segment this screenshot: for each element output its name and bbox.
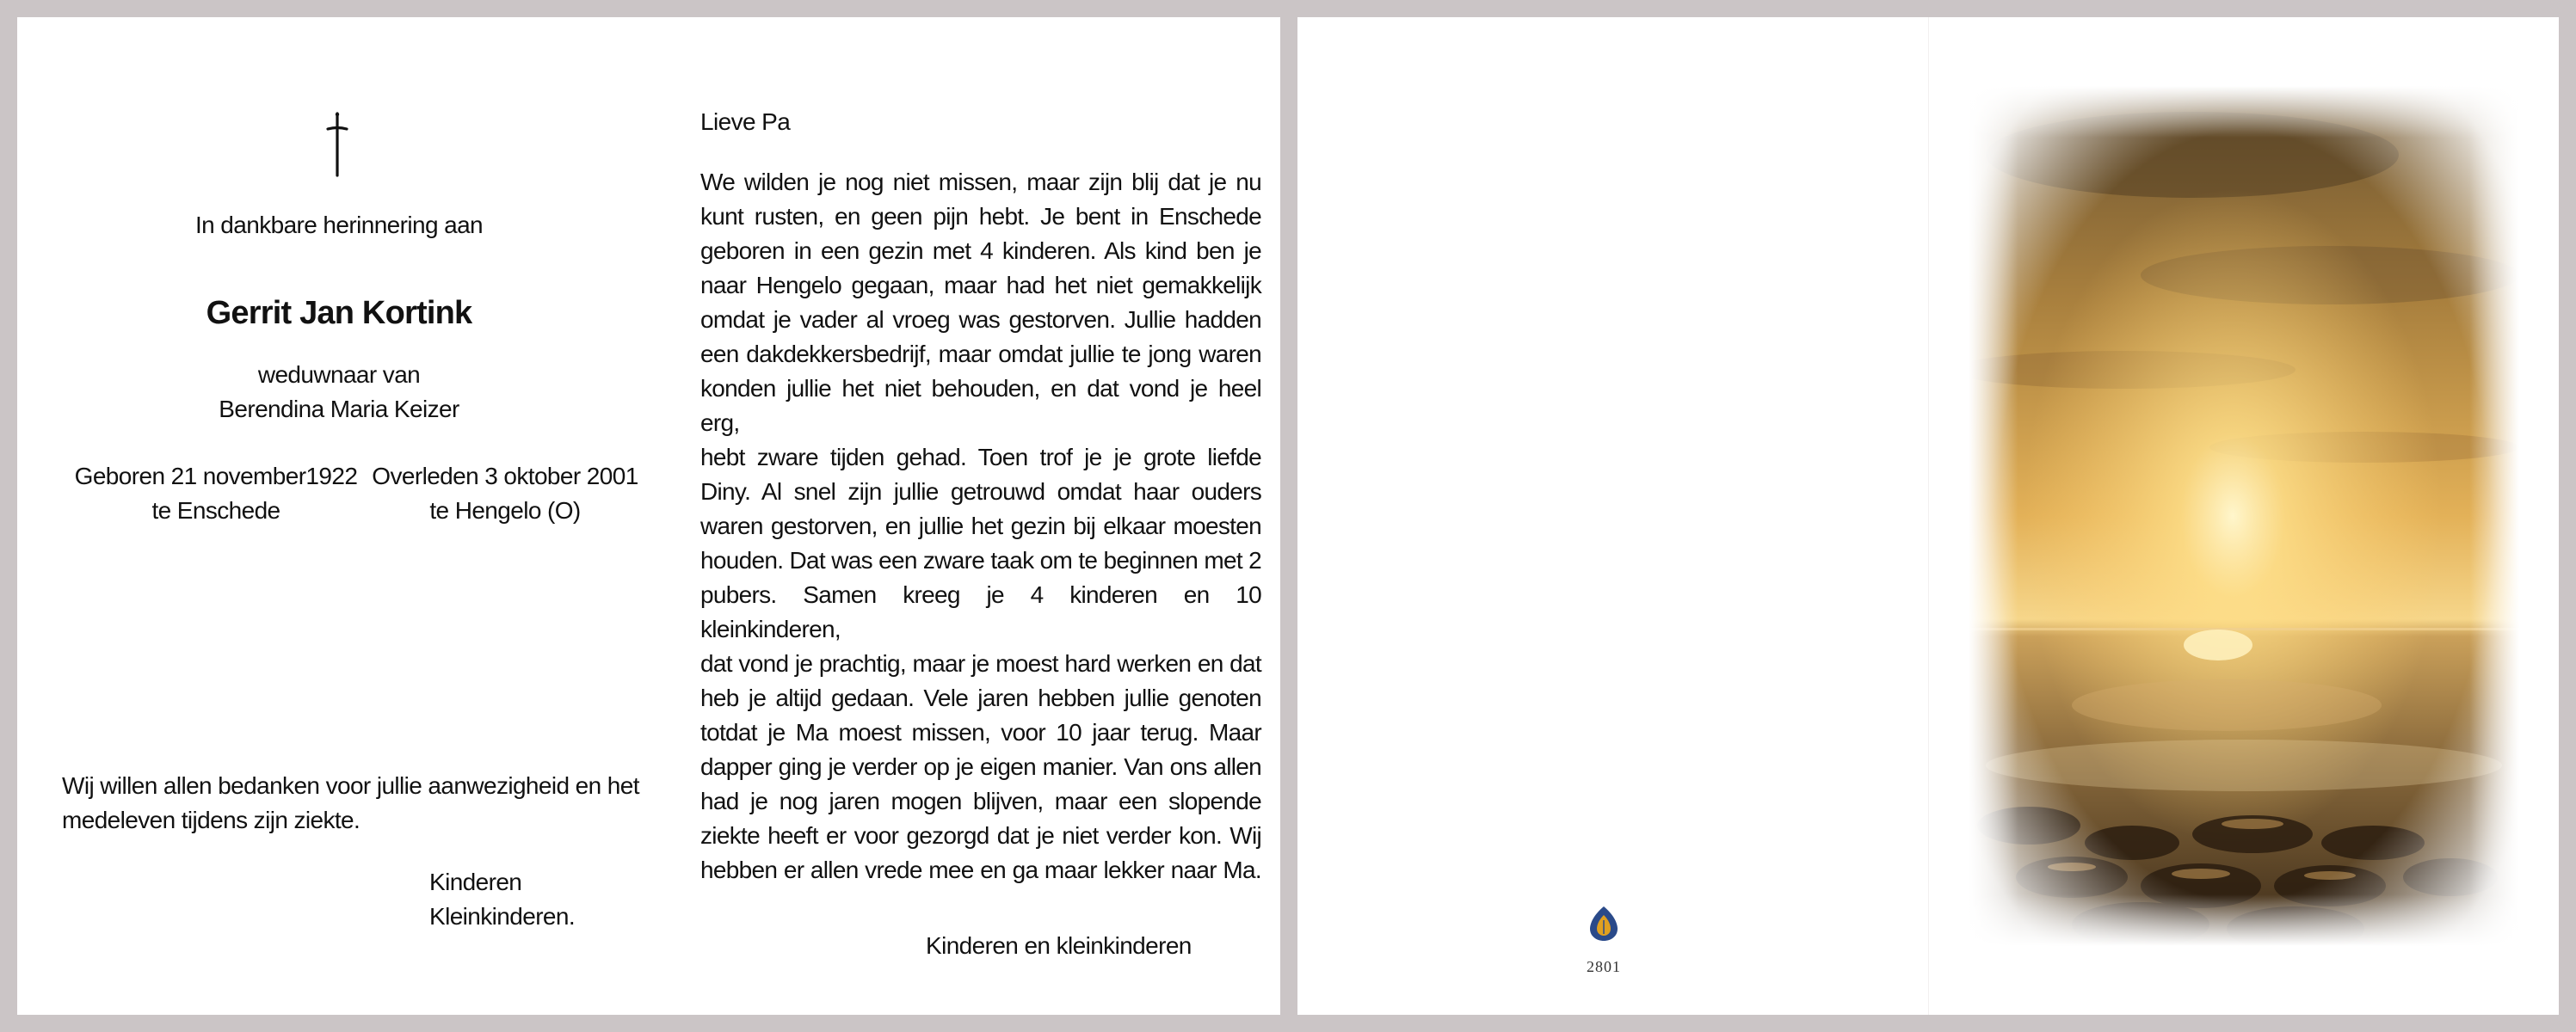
death-place: te Hengelo (O) [429, 497, 581, 524]
letter-line: een dakdekkersbedrijf, maar omdat jullie te jong waren [700, 341, 1261, 367]
letter-body [700, 165, 1261, 888]
letter-line: We wilden je nog niet missen, maar zijn blij dat je nu [700, 169, 1261, 195]
letter-line: had je nog jaren mogen blijven, maar een slopende [700, 788, 1261, 814]
publisher-logo-icon [1587, 905, 1621, 943]
thanks-message [62, 769, 656, 838]
right-card [1297, 17, 2559, 1015]
thanks-line-2: medeleven tijdens zijn ziekte. [62, 807, 361, 833]
letter-line: kunt rusten, en geen pijn hebt. Je bent in Enschede [700, 203, 1261, 230]
letter-line: totdat je Ma moest missen, voor 10 jaar terug. Maar [700, 719, 1261, 746]
signature-line-1: Kinderen [429, 869, 522, 895]
death-date: Overleden 3 oktober 2001 [372, 463, 638, 489]
letter-line: geboren in een gezin met 4 kinderen. Als kind ben je [700, 237, 1261, 264]
letter-line: heb je altijd gedaan. Vele jaren hebben jullie genoten [700, 685, 1261, 711]
birth-info [59, 459, 373, 528]
left-card [17, 17, 1280, 1015]
birth-date: Geboren 21 november1922 [74, 463, 358, 489]
thanks-signature [429, 865, 575, 934]
letter-line: waren gestorven, en jullie het gezin bij elkaar moesten [700, 513, 1261, 539]
letter-salutation: Lieve Pa [700, 108, 791, 135]
signature-line-2: Kleinkinderen. [429, 903, 576, 930]
letter-line: naar Hengelo gegaan, maar had het niet gemakkelijk [700, 272, 1261, 298]
letter-line: hebben er allen vrede mee en ga maar lekker naar Ma. [700, 857, 1261, 883]
sunset-photo [1969, 86, 2519, 946]
letter-line: pubers. Samen kreeg je 4 kinderen en 10 kleinkinderen, [700, 581, 1261, 642]
thanks-line-1: Wij willen allen bedanken voor jullie aanwezigheid en het [62, 772, 639, 799]
letter-line: konden jullie het niet behouden, en dat vond je heel erg, [700, 375, 1261, 436]
birth-place: te Enschede [151, 497, 280, 524]
fold-line [1928, 17, 1929, 1015]
publisher-code: 2801 [1587, 958, 1621, 975]
cross-icon [320, 110, 354, 179]
letter-line: omdat je vader al vroeg was gestorven. Jullie hadden [700, 306, 1261, 333]
letter-signature: Kinderen en kleinkinderen [926, 932, 1192, 959]
letter-line: houden. Dat was een zware taak om te beginnen met 2 [700, 547, 1261, 574]
death-info [348, 459, 662, 528]
letter-line: hebt zware tijden gehad. Toen trof je je grote liefde [700, 444, 1261, 470]
letter-line: ziekte heeft er voor gezorgd dat je niet verder kon. Wij [700, 822, 1261, 849]
letter-line: dapper ging je verder op je eigen manier. Van ons allen [700, 753, 1261, 780]
spouse-name: Berendina Maria Keizer [219, 396, 459, 422]
letter-line: dat vond je prachtig, maar je moest hard werken en dat [700, 650, 1261, 677]
widower-of-label: weduwnaar van [257, 361, 421, 388]
deceased-name: Gerrit Jan Kortink [206, 295, 472, 331]
letter-line: Diny. Al snel zijn jullie getrouwd omdat haar ouders [700, 478, 1261, 505]
dedication-intro: In dankbare herinnering aan [194, 212, 484, 238]
